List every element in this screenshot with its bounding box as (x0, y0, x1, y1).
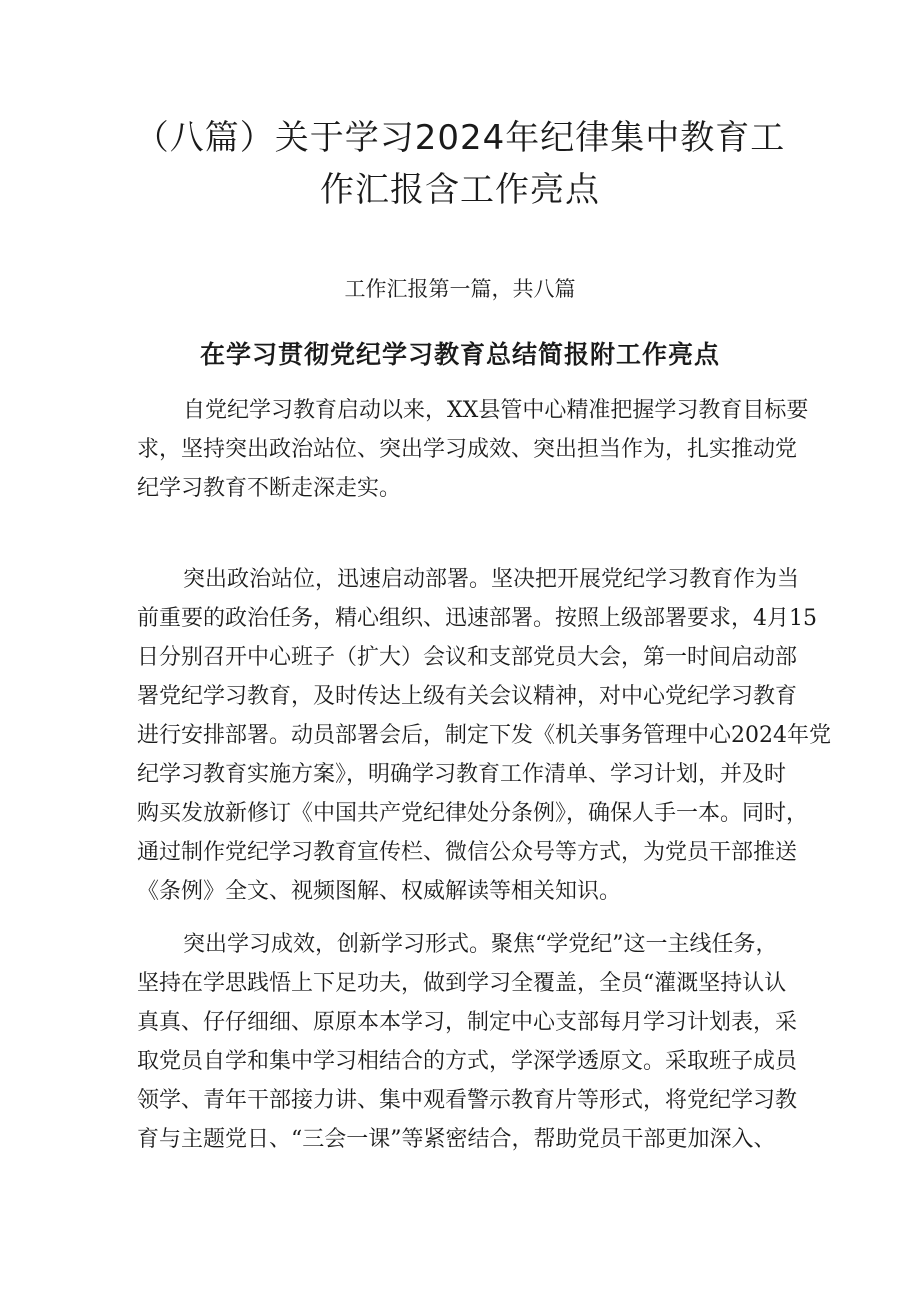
paragraph-line: 《条例》全文、视频图解、权威解读等相关知识。 (137, 879, 622, 904)
paragraph-line: 取党员自学和集中学习相结合的方式，学深学透原文。采取班子成员 (137, 1049, 798, 1074)
paragraph-line: 进行安排部署。动员部署会后，制定下发《机关事务管理中心2024年党 (137, 723, 831, 748)
paragraph-line: 署党纪学习教育，及时传达上级有关会议精神，对中心党纪学习教育 (137, 684, 798, 709)
paragraph-1 (137, 391, 809, 508)
paragraph-2 (137, 560, 831, 911)
paragraph-line: 购买发放新修订《中国共产党纪律处分条例》，确保人手一本。同时， (137, 801, 809, 826)
paragraph-line: 坚持在学思践悟上下足功夫，做到学习全覆盖，全员“灌溉坚持认认 (137, 971, 787, 996)
paragraph-line: 日分别召开中心班子（扩大）会议和支部党员大会，第一时间启动部 (137, 645, 798, 670)
paragraph-line: 自党纪学习教育启动以来，XX县管中心精准把握学习教育目标要 (183, 398, 809, 423)
paragraph-line: 前重要的政治任务，精心组织、迅速部署。按照上级部署要求，4月15 (137, 606, 817, 631)
paragraph-line: 纪学习教育不断走深走实。 (137, 476, 402, 501)
paragraph-line: 突出学习成效，创新学习形式。聚焦“学党纪”这一主线任务， (183, 932, 778, 957)
document-title-line-2: 作汇报含工作亮点 (320, 170, 600, 210)
document-title-line-1: （八篇）关于学习2024年纪律集中教育工 (134, 118, 786, 158)
paragraph-line: 领学、青年干部接力讲、集中观看警示教育片等形式，将党纪学习教 (137, 1088, 798, 1113)
paragraph-line: 真真、仔仔细细、原原本本学习，制定中心支部每月学习计划表，采 (137, 1010, 798, 1035)
paragraph-line: 纪学习教育实施方案》，明确学习教育工作清单、学习计划，并及时 (137, 762, 787, 787)
section-heading: 在学习贯彻党纪学习教育总结简报附工作亮点 (199, 340, 720, 369)
paragraph-line: 育与主题党日、“三会一课”等紧密结合，帮助党员干部更加深入、 (137, 1127, 776, 1152)
paragraph-line: 求，坚持突出政治站位、突出学习成效、突出担当作为，扎实推动党 (137, 437, 798, 462)
paragraph-3 (137, 925, 798, 1159)
document-subtitle: 工作汇报第一篇，共八篇 (344, 277, 576, 301)
paragraph-line: 突出政治站位，迅速启动部署。坚决把开展党纪学习教育作为当 (183, 567, 800, 592)
paragraph-line: 通过制作党纪学习教育宣传栏、微信公众号等方式，为党员干部推送 (137, 840, 798, 865)
